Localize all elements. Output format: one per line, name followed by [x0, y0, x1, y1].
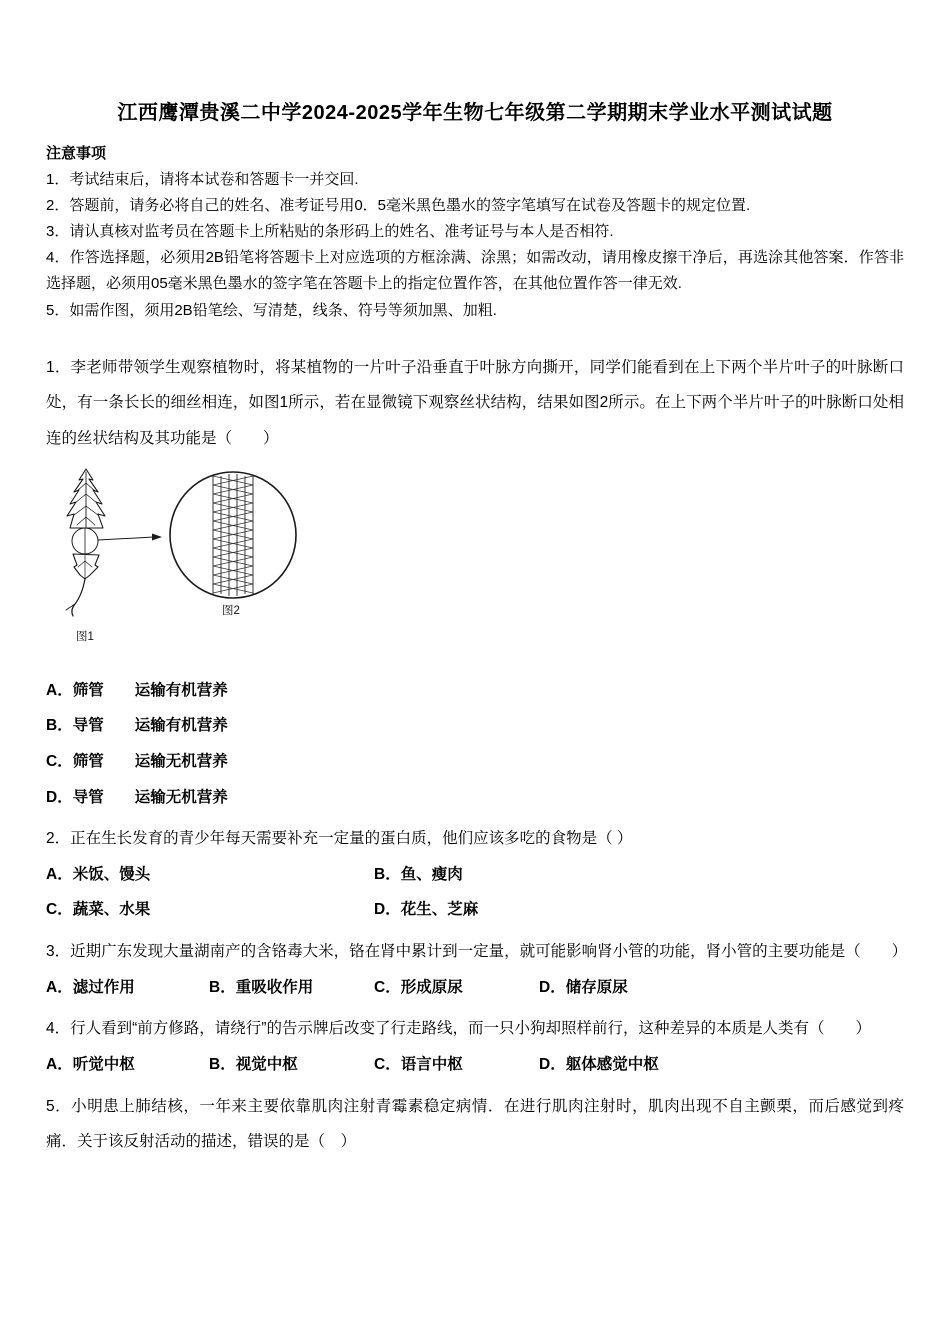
pointer-arrow-line [98, 537, 154, 540]
figure-2-label: 图2 [222, 604, 240, 617]
question-3-option-c [374, 970, 539, 1006]
question-1-options [46, 673, 904, 816]
option-label-c: C． [46, 752, 73, 770]
option-text-d: 花生、芝麻 [400, 901, 479, 919]
question-2-text: 2．正在生长发育的青少年每天需要补充一定量的蛋白质，他们应该多吃的食物是（ ） [46, 830, 633, 848]
option-label-c: C． [374, 978, 401, 996]
question-1-figure-svg [48, 463, 358, 649]
question-4-option-c [374, 1047, 539, 1083]
option-text-a: 滤过作用 [72, 978, 135, 996]
option-text-a: 筛管 运输有机营养 [72, 681, 228, 699]
option-label-a: A． [46, 978, 73, 996]
notice-item-3: 3．请认真核对监考员在答题卡上所粘贴的条形码上的姓名、准考证号与本人是否相符. [46, 223, 614, 241]
microscope-view [170, 472, 296, 598]
option-label-b: B． [374, 865, 401, 883]
question-4-option-d [539, 1047, 904, 1083]
question-2-options [46, 857, 904, 928]
question-2-option-a [46, 857, 374, 893]
question-1-text: 1．李老师带领学生观察植物时，将某植物的一片叶子沿垂直于叶脉方向撕开，同学们能看到在上下两个半片叶子的叶脉断口处，有一条长长的细丝相连，如图1所示，若在显微镜下观察丝状结构，结果如图2所示。在上下两个半片叶子的叶脉断口处相连的丝状结构及其功能是（ ） [46, 358, 904, 447]
notice-section [46, 141, 904, 324]
option-text-d: 导管 运输无机营养 [72, 788, 228, 806]
option-label-b: B． [209, 978, 236, 996]
option-label-d: D． [374, 901, 401, 919]
question-3-options [46, 970, 904, 1006]
option-label-d: D． [46, 788, 73, 806]
notice-item-1: 1．考试结束后，请将本试卷和答题卡一并交回. [46, 171, 359, 189]
option-label-a: A． [46, 865, 73, 883]
notice-item-5: 5．如需作图，须用2B铅笔绘、写清楚，线条、符号等须加黑、加粗. [46, 301, 497, 319]
notice-item-4: 4．作答选择题，必须用2B铅笔将答题卡上对应选项的方框涂满、涂黑；如需改动，请用橡皮擦干净后，再选涂其他答案．作答非选择题，必须用05毫米黑色墨水的签字笔在答题卡上的指定位置作答，在其他位置作答一律无效. [46, 249, 904, 293]
question-4-options [46, 1047, 904, 1083]
question-1-option-a [46, 673, 904, 709]
option-text-c: 语言中枢 [400, 1055, 463, 1073]
option-label-d: D． [539, 1055, 566, 1073]
option-label-d: D． [539, 978, 566, 996]
option-text-b: 视觉中枢 [235, 1055, 298, 1073]
exam-title: 江西鹰潭贵溪二中学2024-2025学年生物七年级第二学期期末学业水平测试试题 [117, 102, 833, 124]
option-label-b: B． [46, 717, 73, 735]
figure-1-label: 图1 [76, 630, 94, 643]
pointer-arrow-head [152, 533, 162, 540]
option-label-a: A． [46, 681, 73, 699]
question-3-option-a [46, 970, 209, 1006]
option-text-a: 米饭、馒头 [72, 865, 151, 883]
question-4-option-b [209, 1047, 374, 1083]
question-1-option-d [46, 780, 904, 816]
question-1-figure [48, 463, 904, 649]
question-4-option-a [46, 1047, 209, 1083]
question-2-option-c [46, 892, 374, 928]
question-3-text: 3．近期广东发现大量湖南产的含铬毒大米，铬在肾中累计到一定量，就可能影响肾小管的功能，肾小管的主要功能是（ ） [46, 943, 908, 961]
option-text-c: 形成原尿 [400, 978, 463, 996]
question-4 [46, 1011, 904, 1082]
option-text-a: 听觉中枢 [72, 1055, 135, 1073]
option-text-b: 鱼、瘦肉 [400, 865, 463, 883]
question-2-option-b [374, 857, 904, 893]
question-5 [46, 1089, 904, 1160]
option-label-c: C． [46, 901, 73, 919]
option-label-a: A． [46, 1055, 73, 1073]
question-2 [46, 821, 904, 928]
option-text-d: 躯体感觉中枢 [565, 1055, 659, 1073]
question-3-option-d [539, 970, 904, 1006]
leaf-lower-half [73, 554, 99, 579]
question-1-option-b [46, 708, 904, 744]
option-text-c: 筛管 运输无机营养 [72, 752, 228, 770]
notice-item-2: 2．答题前，请务必将自己的姓名、准考证号用0．5毫米黑色墨水的签字笔填写在试卷及答题卡的规定位置. [46, 197, 751, 215]
notice-heading: 注意事项 [46, 145, 107, 162]
leaf-stem [72, 579, 85, 616]
question-4-text: 4．行人看到“前方修路，请绕行”的告示牌后改变了行走路线，而一只小狗却照样前行，这种差异的本质是人类有（ ） [46, 1020, 871, 1038]
microscope-field-circle [170, 472, 296, 598]
question-3 [46, 934, 908, 1005]
option-text-c: 蔬菜、水果 [72, 901, 151, 919]
option-label-b: B． [209, 1055, 236, 1073]
option-text-b: 导管 运输有机营养 [72, 717, 228, 735]
question-2-option-d [374, 892, 904, 928]
question-3-option-b [209, 970, 374, 1006]
option-text-b: 重吸收作用 [235, 978, 314, 996]
question-1 [46, 350, 904, 815]
question-1-option-c [46, 744, 904, 780]
vessel-spiral-hatch [213, 476, 253, 593]
leaf-sketch [66, 469, 162, 616]
option-label-c: C． [374, 1055, 401, 1073]
question-5-text: 5．小明患上肺结核，一年来主要依靠肌肉注射青霉素稳定病情．在进行肌肉注射时，肌肉出现不自主颤栗，而后感觉到疼痛．关于该反射活动的描述，错误的是（ ） [46, 1097, 904, 1151]
option-text-d: 储存原尿 [565, 978, 628, 996]
